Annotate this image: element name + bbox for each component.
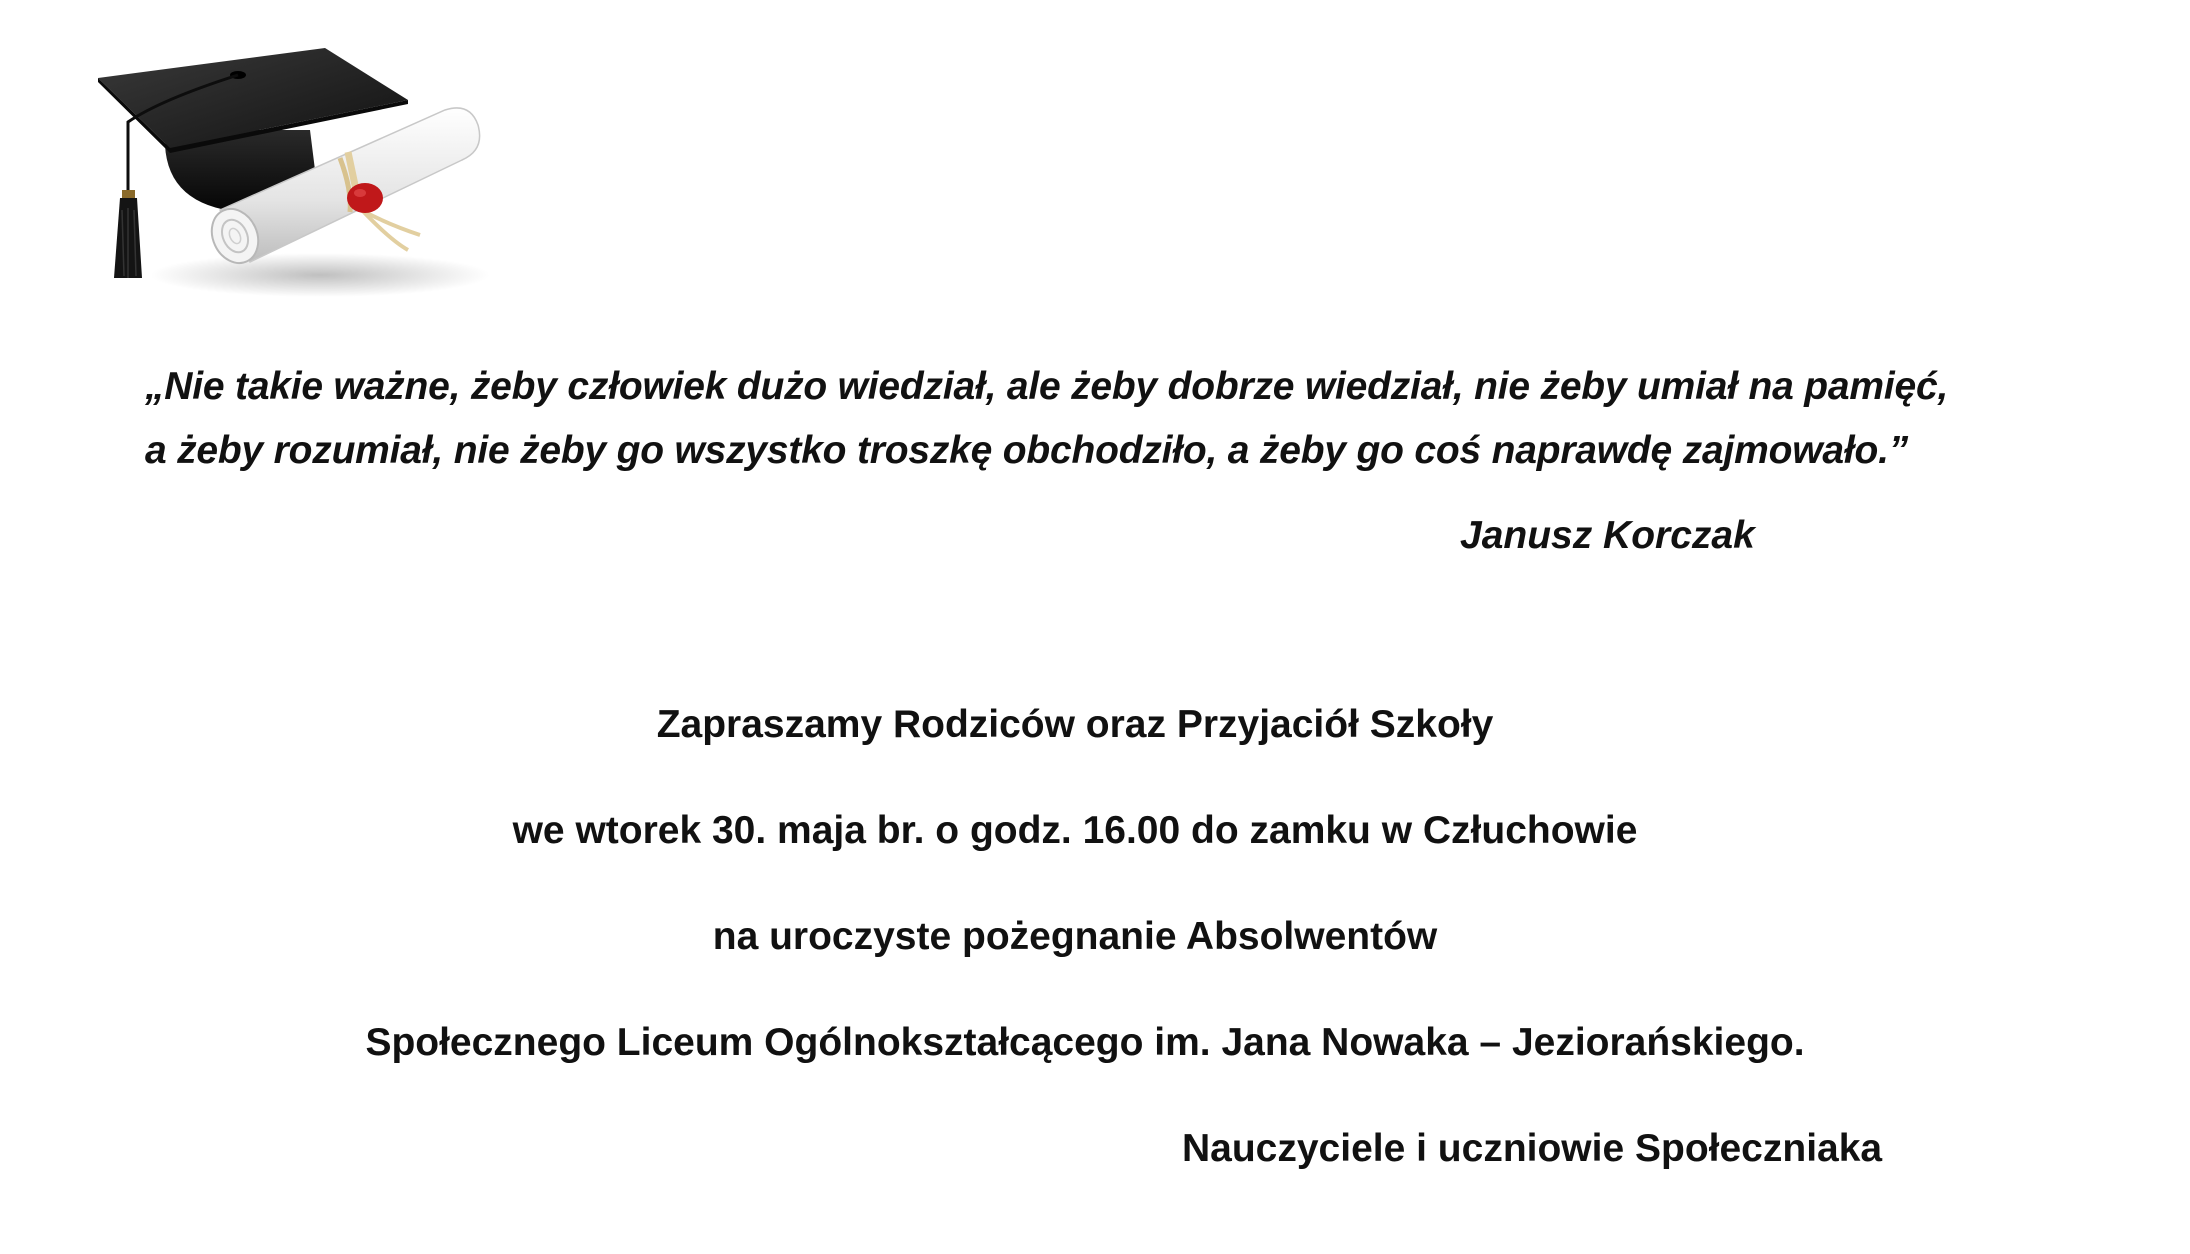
quote-block: [145, 355, 2105, 483]
graduation-cap-diploma-icon: [90, 40, 510, 310]
invitation-line-2: we wtorek 30. maja br. o godz. 16.00 do zamku w Człuchowie: [512, 809, 1638, 852]
invitation-line-3: na uroczyste pożegnanie Absolwentów: [712, 915, 1438, 958]
invitation-line-4: Społecznego Liceum Ogólnokształcącego im. Jana Nowaka – Jeziorańskiego.: [365, 1021, 1805, 1064]
invitation-line-1: Zapraszamy Rodziców oraz Przyjaciół Szkoły: [656, 703, 1494, 746]
signature: Nauczyciele i uczniowie Społeczniaka: [1182, 1127, 1883, 1170]
quote-author: Janusz Korczak: [1460, 514, 1755, 557]
quote-line-2: a żeby rozumiał, nie żeby go wszystko troszkę obchodziło, a żeby go coś naprawdę zajmowało.”: [145, 429, 1909, 472]
quote-line-1: „Nie takie ważne, żeby człowiek dużo wiedział, ale żeby dobrze wiedział, nie żeby umiał na pamięć,: [145, 365, 1949, 408]
